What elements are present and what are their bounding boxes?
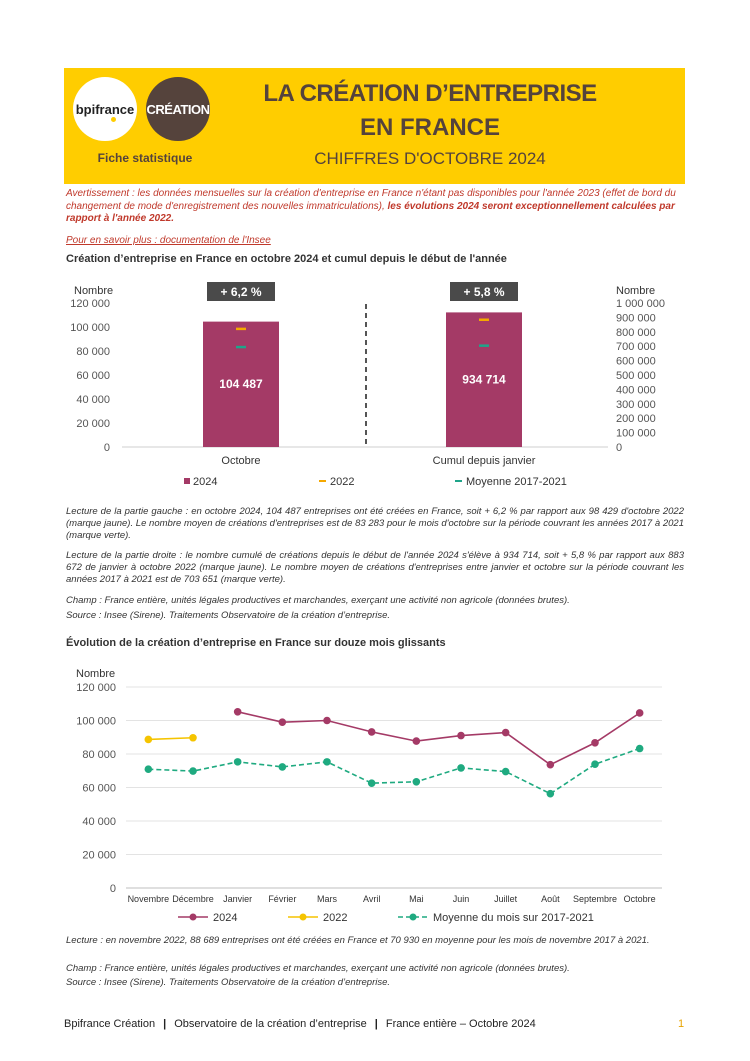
bpifrance-logo: bpifrance: [73, 77, 137, 141]
data-point: [189, 767, 197, 775]
lecture-chart2: Lecture : en novembre 2022, 88 689 entreprises ont été créées en France et 70 930 en moyenne pour les mois de novembre 2017 à 2021.: [66, 935, 650, 946]
x-tick-label: Juillet: [494, 894, 518, 904]
y-tick-left: 80 000: [76, 346, 110, 358]
legend-2024-dot: [190, 914, 197, 921]
data-point: [636, 709, 644, 717]
warning-bold: les évolutions 2024 seront exceptionnellement calculées par rapport à l'année 2022.: [66, 200, 675, 224]
evolution-badge-text: + 6,2 %: [220, 285, 262, 299]
y-tick-right: 0: [616, 442, 623, 454]
x-tick-label: Octobre: [623, 894, 656, 904]
data-point: [547, 790, 555, 798]
legend-moyenne-dot: [410, 914, 417, 921]
footer-part1: Bpifrance Création: [64, 1018, 156, 1030]
x-tick-label: Mai: [409, 894, 424, 904]
data-point: [368, 728, 376, 736]
data-point: [457, 732, 465, 740]
x-tick-label: Janvier: [223, 894, 253, 904]
data-point: [413, 737, 421, 745]
series-line: [238, 712, 640, 765]
legend-moyenne-label: Moyenne 2017-2021: [466, 476, 567, 488]
page-number: 1: [678, 1018, 685, 1030]
y-tick-right: 800 000: [616, 326, 656, 339]
champ-note-1: Champ : France entière, unités légales productives et marchandes, exerçant une activité non agricole (données brutes).: [66, 595, 570, 606]
champ-note-2: Champ : France entière, unités légales productives et marchandes, exerçant une activité non agricole (données brutes).: [66, 963, 570, 974]
data-point: [323, 758, 331, 766]
x-tick-label: Décembre: [172, 894, 214, 904]
chart2-svg: [60, 660, 690, 930]
x-tick-label: Mars: [317, 894, 337, 904]
evolution-badge-text: + 5,8 %: [463, 285, 505, 299]
y-tick-left: 120 000: [70, 298, 110, 310]
data-point: [279, 763, 287, 771]
series-line: [148, 749, 639, 794]
legend-2022-label: 2022: [323, 912, 348, 924]
warning-text: Avertissement : les données mensuelles sur la création d'entreprise en France n'étant pas disponibles pour l'année 2023 (effet de bord du changement de mode d'enregistrement des nouvelles immatriculations), les évolutions 2024 seront exceptionnellement calculées par rapport à l'année 2022.: [66, 188, 676, 224]
legend-2022-label: 2022: [330, 476, 355, 488]
series-line: [148, 738, 193, 740]
fiche-label: Fiche statistique: [97, 151, 193, 165]
data-point: [547, 761, 555, 769]
data-point: [189, 734, 197, 742]
y-tick-label: 60 000: [82, 782, 116, 795]
insee-doc-link[interactable]: Pour en savoir plus : documentation de l'Insee: [66, 235, 271, 246]
legend-2024-label: 2024: [213, 912, 238, 924]
y-axis-title: Nombre: [76, 668, 116, 680]
footer: Bpifrance Création | Observatoire de la création d’entreprise | France entière – Octobre 2024: [64, 1018, 536, 1030]
data-point: [234, 758, 242, 766]
footer-part2: Observatoire de la création d’entreprise: [174, 1018, 367, 1030]
y-tick-label: 40 000: [82, 816, 116, 828]
data-point: [502, 729, 510, 737]
y-tick-right: 500 000: [616, 370, 656, 382]
page-subtitle: CHIFFRES D'OCTOBRE 2024: [314, 149, 546, 168]
chart1-svg: [60, 276, 690, 496]
y-tick-left: 60 000: [76, 370, 110, 382]
bar-data-label: 934 714: [462, 372, 506, 387]
bar-data-label: 104 487: [219, 377, 263, 392]
x-tick-label: Avril: [362, 894, 381, 904]
x-tick-label: Septembre: [572, 894, 618, 904]
y-tick-label: 120 000: [76, 682, 116, 694]
lecture-droite: Lecture de la partie droite : le nombre cumulé de créations depuis le début de l'année 2024 s'élève à 934 714, soit + 5,8 % par rapport aux 883 672 de janvier à octobre 2022 (marque jaune). Le nombre moyen de créations d'entreprises entre janvier et octobre sur la période couvrant les années 2017 à 2021 est de 703 651 (marque verte).: [66, 550, 684, 585]
y-tick-right: 300 000: [616, 398, 656, 411]
x-tick-label: Novembre: [127, 894, 170, 904]
y-tick-label: 80 000: [82, 749, 116, 761]
data-point: [591, 760, 599, 768]
source-note-2: Source : Insee (Sirene). Traitements Observatoire de la création d’entreprise.: [66, 977, 391, 988]
page-title-line2: EN FRANCE: [359, 114, 500, 141]
legend-2024-swatch: [184, 478, 190, 484]
legend-2024-label: 2024: [193, 476, 218, 488]
data-point: [145, 765, 153, 773]
legend-moyenne-label: Moyenne du mois sur 2017-2021: [433, 912, 594, 924]
y-tick-left: 0: [103, 442, 110, 454]
footer-part3: France entière – Octobre 2024: [385, 1018, 536, 1030]
creation-logo: CRÉATION: [146, 77, 210, 141]
x-category-label: Cumul depuis janvier: [432, 455, 536, 467]
x-tick-label: Juin: [452, 894, 470, 904]
y-tick-right: 400 000: [616, 384, 656, 397]
y-tick-left: 20 000: [76, 418, 110, 430]
data-point: [591, 739, 599, 747]
y-tick-left: 40 000: [76, 394, 110, 406]
data-point: [636, 745, 644, 753]
data-point: [457, 764, 465, 772]
y-tick-right: 1 000 000: [616, 298, 665, 310]
y-axis-right-title: Nombre: [616, 285, 656, 297]
data-point: [323, 717, 331, 725]
y-axis-left-title: Nombre: [74, 285, 114, 297]
y-tick-right: 700 000: [616, 341, 656, 354]
data-point: [279, 718, 287, 726]
chart1-title: Création d’entreprise en France en octobre 2024 et cumul depuis le début de l'année: [66, 253, 507, 265]
y-tick-right: 600 000: [616, 355, 656, 368]
lecture-gauche: Lecture de la partie gauche : en octobre 2024, 104 487 entreprises ont été créées en France, soit + 6,2 % par rapport aux 98 429 d'octobre 2022 (marque jaune). Le nombre moyen de créations d'entreprises est de 83 283 pour le mois d'octobre sur la période couvrant les années 2017 à 2021 (marque verte).: [66, 506, 684, 541]
y-tick-right: 100 000: [616, 427, 656, 440]
x-tick-label: Février: [268, 894, 297, 904]
page-title-line1: LA CRÉATION D’ENTREPRISE: [263, 80, 597, 107]
x-tick-label: Août: [541, 894, 560, 904]
data-point: [413, 778, 421, 786]
data-point: [368, 779, 376, 787]
data-point: [502, 768, 510, 776]
data-point: [145, 736, 153, 744]
source-note-1: Source : Insee (Sirene). Traitements Observatoire de la création d’entreprise.: [66, 610, 391, 621]
y-tick-left: 100 000: [70, 322, 110, 334]
y-tick-right: 900 000: [616, 312, 656, 325]
y-tick-label: 0: [109, 883, 116, 895]
y-tick-label: 100 000: [76, 715, 116, 728]
y-tick-label: 20 000: [82, 849, 116, 862]
data-point: [234, 708, 242, 716]
y-tick-right: 200 000: [616, 413, 656, 426]
chart2-title: Évolution de la création d’entreprise en France sur douze mois glissants: [66, 637, 446, 649]
legend-2022-dot: [300, 914, 307, 921]
x-category-label: Octobre: [221, 455, 261, 467]
